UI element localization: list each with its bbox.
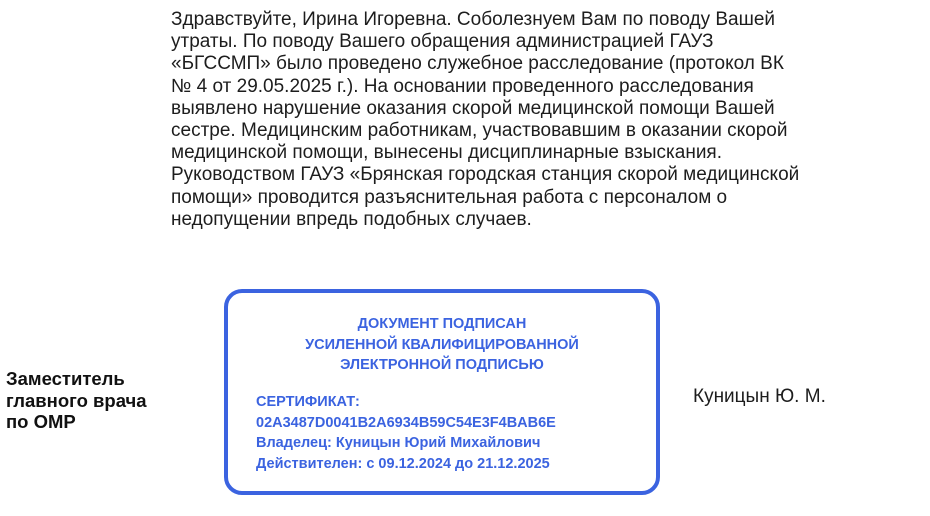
signer-position (6, 368, 196, 433)
signer-position-line: по ОМР (6, 411, 76, 432)
signer-position-line: главного врача (6, 389, 147, 411)
letter-line: недопущении впредь подобных случаев. (171, 208, 532, 230)
letter-line: утраты. По поводу Вашего обращения администрацией ГАУЗ (171, 31, 714, 53)
letter-line: «БГССМП» было проведено служебное расследование (протокол ВК (171, 53, 784, 75)
stamp-details (256, 392, 556, 474)
electronic-signature-stamp (224, 289, 660, 495)
letter-line: № 4 от 29.05.2025 г.). На основании проведенного расследования (171, 75, 754, 97)
letter-body (171, 9, 891, 231)
certificate-owner: Владелец: Куницын Юрий Михайлович (256, 435, 541, 451)
letter-line: Здравствуйте, Ирина Игоревна. Соболезнуем Вам по поводу Вашей (171, 9, 776, 30)
letter-line: сестре. Медицинским работникам, участвовавшим в оказании скорой (171, 120, 788, 142)
stamp-heading-line: ЭЛЕКТРОННОЙ ПОДПИСЬЮ (340, 357, 544, 373)
certificate-number: 02A3487D0041B2A6934B59C54E3F4BAB6E (256, 414, 556, 431)
signer-name: Куницын Ю. М. (693, 386, 826, 407)
letter-line: помощи» проводится разъяснительная работа с персоналом о (171, 186, 728, 208)
letter-line: медицинской помощи, вынесены дисциплинарные взыскания. (171, 142, 722, 164)
stamp-heading-line: ДОКУМЕНТ ПОДПИСАН (357, 316, 527, 332)
stamp-heading-line: УСИЛЕННОЙ КВАЛИФИЦИРОВАННОЙ (305, 336, 579, 353)
signer-position-line: Заместитель (6, 368, 125, 389)
stamp-heading (228, 314, 656, 376)
letter-line: Руководством ГАУЗ «Брянская городская станция скорой медицинской (171, 164, 800, 186)
letter-line: выявлено нарушение оказания скорой медицинской помощи Вашей (171, 97, 775, 119)
certificate-label: СЕРТИФИКАТ: (256, 394, 360, 410)
certificate-validity: Действителен: с 09.12.2024 до 21.12.2025 (256, 455, 550, 472)
